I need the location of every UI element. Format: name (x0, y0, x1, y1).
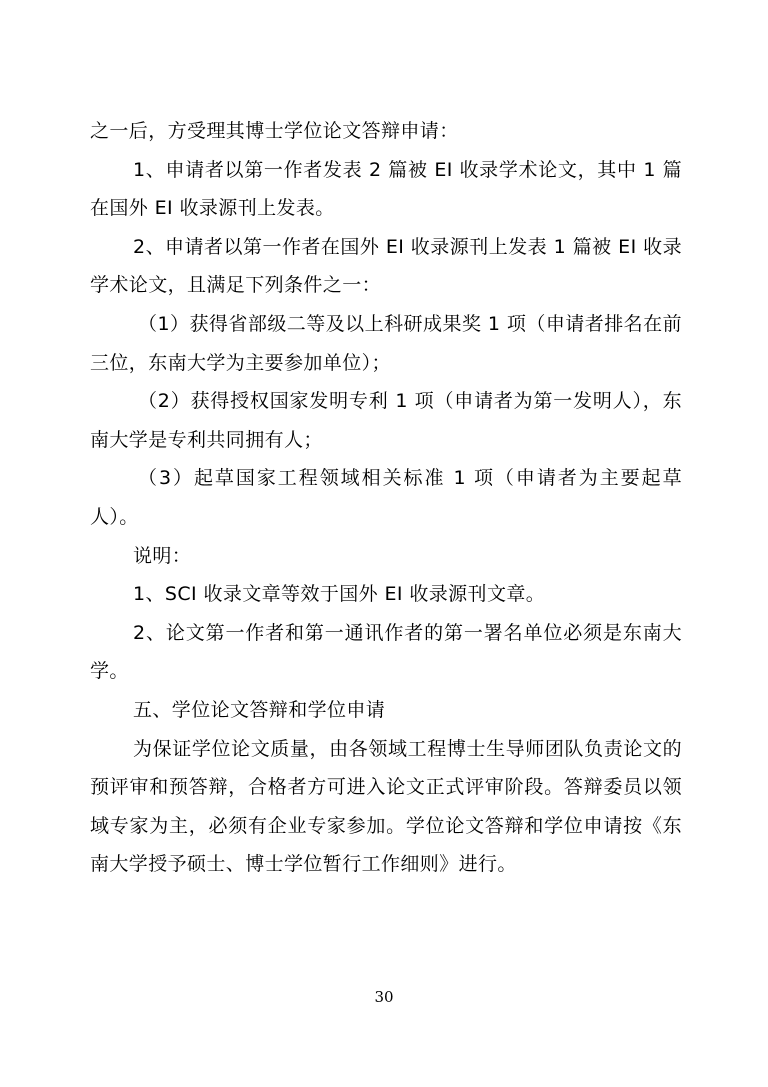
paragraph-condition-1: 1、申请者以第一作者发表 2 篇被 EI 收录学术论文，其中 1 篇在国外 EI 收录源刊上发表。 (90, 158, 682, 220)
paragraph-note-heading: 说明： (133, 544, 192, 567)
paragraph-sub-condition-3: （3）起草国家工程领域相关标准 1 项（申请者为主要起草人）。 (90, 467, 682, 528)
paragraph-sub-condition-2: （2）获得授权国家发明专利 1 项（申请者为第一发明人），东南大学是专利共同拥有人； (90, 390, 682, 451)
paragraph-continuation: 之一后，方受理其博士学位论文答辩申请： (90, 120, 459, 142)
paragraph-defense-application: 为保证学位论文质量，由各领域工程博士生导师团队负责论文的预评审和预答辩，合格者方可进入论文正式评审阶段。答辩委员以领域专家为主，必须有企业专家参加。学位论文答辩和学位申请按《东南大学授予硕士、博士学位暂行工作细则》进行。 (90, 737, 682, 876)
paragraph-condition-2: 2、申请者以第一作者在国外 EI 收录源刊上发表 1 篇被 EI 收录学术论文，且满足下列条件之一： (90, 235, 682, 297)
paragraph-note-1: 1、SCI 收录文章等效于国外 EI 收录源刊文章。 (133, 583, 546, 606)
section-heading: 五、学位论文答辩和学位申请 (133, 698, 386, 721)
paragraph-note-2: 2、论文第一作者和第一通讯作者的第一署名单位必须是东南大学。 (90, 621, 682, 683)
document-body (90, 112, 682, 884)
paragraph-sub-condition-1: （1）获得省部级二等及以上科研成果奖 1 项（申请者排名在前三位，东南大学为主要参加单位）； (90, 312, 682, 374)
page-number: 30 (374, 988, 394, 1006)
